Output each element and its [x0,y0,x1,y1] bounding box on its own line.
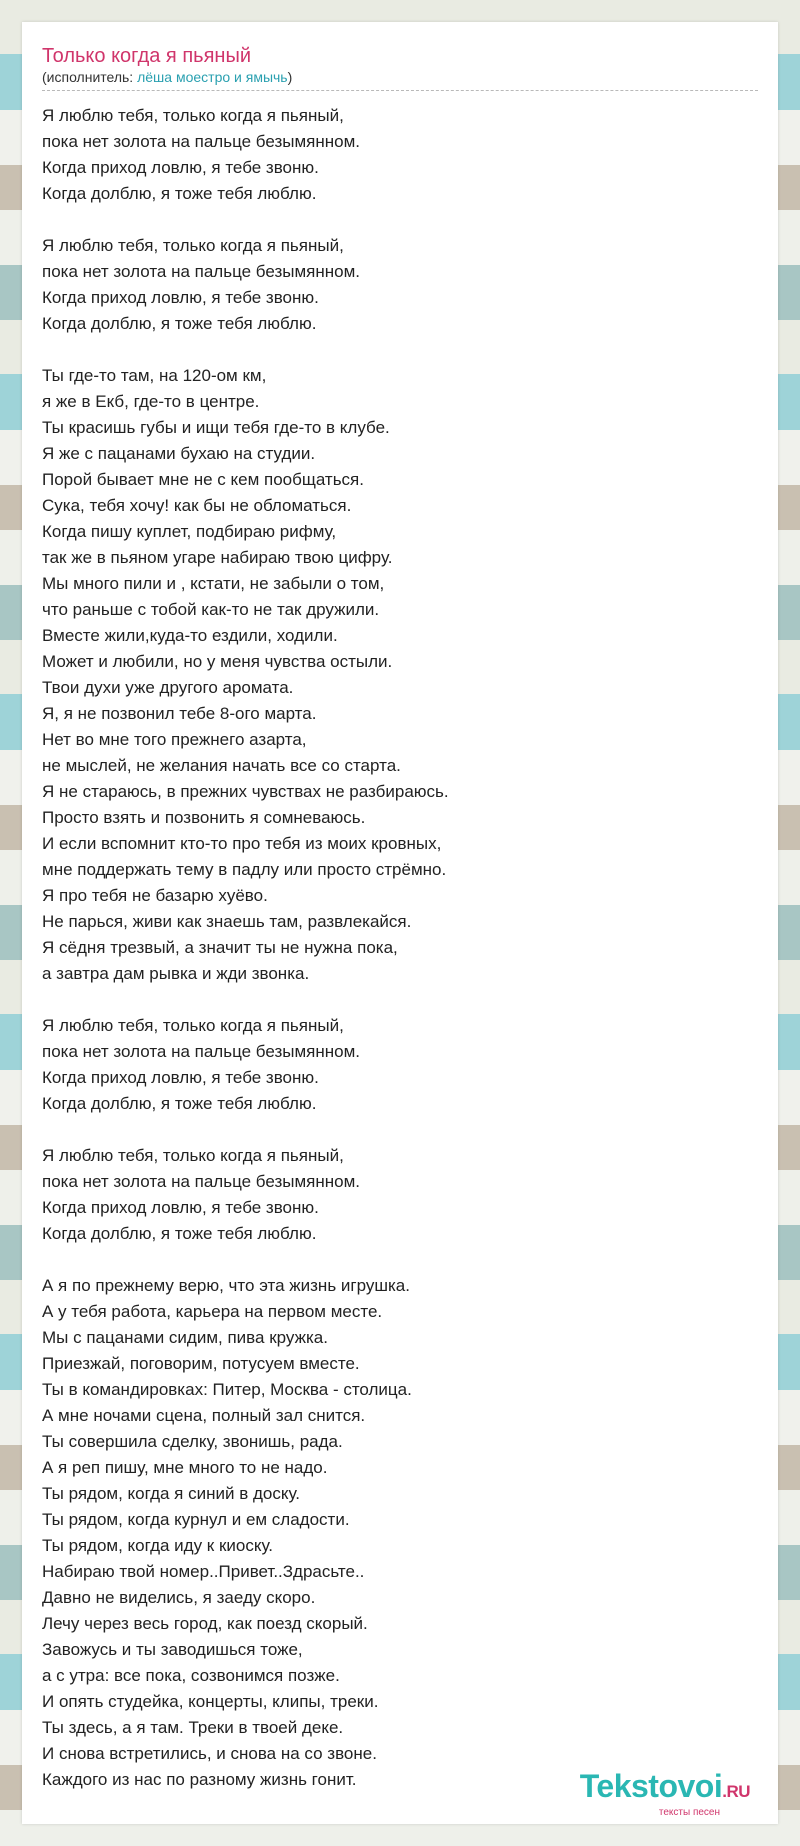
lyrics-line: Когда пишу куплет, подбираю рифму, [42,522,337,541]
lyrics-line: Когда приход ловлю, я тебе звоню. [42,158,319,177]
lyrics-line: Когда долблю, я тоже тебя люблю. [42,314,317,333]
lyrics-line: А я по прежнему верю, что эта жизнь игрушка. [42,1276,410,1295]
lyrics-line: Твои духи уже другого аромата. [42,678,294,697]
lyrics-line: Вместе жили,куда-то ездили, ходили. [42,626,338,645]
lyrics-line: пока нет золота на пальце безымянном. [42,132,360,151]
lyrics-line: И снова встретились, и снова на со звоне. [42,1744,377,1763]
lyrics-line: Набираю твой номер..Привет..Здрасьте.. [42,1562,365,1581]
lyrics-line: И опять студейка, концерты, клипы, треки. [42,1692,379,1711]
lyrics-line: Ты рядом, когда иду к киоску. [42,1536,274,1555]
lyrics-line: А я реп пишу, мне много то не надо. [42,1458,328,1477]
lyrics-line: Когда приход ловлю, я тебе звоню. [42,1068,319,1087]
logo-wordmark [580,1769,750,1809]
site-logo[interactable] [580,1769,750,1818]
lyrics-line: Когда приход ловлю, я тебе звоню. [42,1198,319,1217]
logo-tld: .RU [722,1782,750,1801]
lyrics-line: так же в пьяном угаре набираю твою цифру. [42,548,393,567]
lyrics-line: Я люблю тебя, только когда я пьяный, [42,106,344,125]
lyrics-line: Мы много пили и , кстати, не забыли о том, [42,574,385,593]
lyrics-line: я же в Екб, где-то в центре. [42,392,260,411]
lyrics-line: Когда долблю, я тоже тебя люблю. [42,1094,317,1113]
artist-suffix: ) [287,69,293,85]
lyrics-line: Лечу через весь город, как поезд скорый. [42,1614,368,1633]
lyrics-line: Когда приход ловлю, я тебе звоню. [42,288,319,307]
song-title: Только когда я пьяный [42,45,251,67]
artist-prefix: (исполнитель: [42,69,138,85]
lyrics-stanza [42,1273,758,1793]
lyrics-line: Каждого из нас по разному жизнь гонит. [42,1770,357,1789]
lyrics-stanza [42,1143,758,1247]
lyrics-line: Ты где-то там, на 120-ом км, [42,366,267,385]
lyrics-line: Ты в командировках: Питер, Москва - столица. [42,1380,412,1399]
lyrics-line: Я люблю тебя, только когда я пьяный, [42,236,344,255]
lyrics-line: А мне ночами сцена, полный зал снится. [42,1406,366,1425]
lyrics-line: а с утра: все пока, созвонимся позже. [42,1666,340,1685]
lyrics-body [42,103,758,1793]
lyrics-line: И если вспомнит кто-то про тебя из моих кровных, [42,834,442,853]
lyrics-line: Завожусь и ты заводишься тоже, [42,1640,303,1659]
lyrics-line: Просто взять и позвонить я сомневаюсь. [42,808,366,827]
lyrics-line: Ты здесь, а я там. Треки в твоей деке. [42,1718,344,1737]
lyrics-line: Ты рядом, когда я синий в доску. [42,1484,300,1503]
lyrics-line: Порой бывает мне не с кем пообщаться. [42,470,364,489]
lyrics-line: А у тебя работа, карьера на первом месте. [42,1302,383,1321]
lyrics-line: Может и любили, но у меня чувства остыли. [42,652,393,671]
artist-link[interactable]: лёша моестро и ямычь [137,69,288,85]
lyrics-line: Когда долблю, я тоже тебя люблю. [42,1224,317,1243]
lyrics-line: Мы с пацанами сидим, пива кружка. [42,1328,328,1347]
lyrics-line: пока нет золота на пальце безымянном. [42,1172,360,1191]
lyrics-stanza [42,103,758,207]
lyrics-card [22,22,778,1824]
lyrics-line: что раньше с тобой как-то не так дружили. [42,600,380,619]
lyrics-line: мне поддержать тему в падлу или просто стрёмно. [42,860,447,879]
lyrics-stanza [42,233,758,337]
logo-text: Tekstovoi [579,1768,723,1804]
lyrics-line: Ты рядом, когда курнул и ем сладости. [42,1510,350,1529]
lyrics-line: Я про тебя не базарю хуёво. [42,886,268,905]
lyrics-stanza [42,1013,758,1117]
lyrics-line: Ты красишь губы и ищи тебя где-то в клубе. [42,418,390,437]
lyrics-line: Я люблю тебя, только когда я пьяный, [42,1016,344,1035]
lyrics-line: не мыслей, не желания начать все со старта. [42,756,401,775]
lyrics-line: Я люблю тебя, только когда я пьяный, [42,1146,344,1165]
logo-tagline: тексты песен [658,1807,720,1818]
lyrics-line: пока нет золота на пальце безымянном. [42,262,360,281]
lyrics-line: Приезжай, поговорим, потусуем вместе. [42,1354,360,1373]
lyrics-line: Я сёдня трезвый, а значит ты не нужна пока, [42,938,398,957]
lyrics-line: Когда долблю, я тоже тебя люблю. [42,184,317,203]
lyrics-line: а завтра дам рывка и жди звонка. [42,964,310,983]
lyrics-line: Ты совершила сделку, звонишь, рада. [42,1432,343,1451]
lyrics-line: пока нет золота на пальце безымянном. [42,1042,360,1061]
lyrics-line: Не парься, живи как знаешь там, развлекайся. [42,912,412,931]
lyrics-line: Сука, тебя хочу! как бы не обломаться. [42,496,352,515]
lyrics-line: Я не стараюсь, в прежних чувствах не разбираюсь. [42,782,449,801]
lyrics-line: Я, я не позвонил тебе 8-ого марта. [42,704,317,723]
artist-line [42,68,758,91]
lyrics-line: Я же с пацанами бухаю на студии. [42,444,316,463]
lyrics-stanza [42,363,758,987]
lyrics-line: Давно не виделись, я заеду скоро. [42,1588,316,1607]
lyrics-line: Нет во мне того прежнего азарта, [42,730,307,749]
